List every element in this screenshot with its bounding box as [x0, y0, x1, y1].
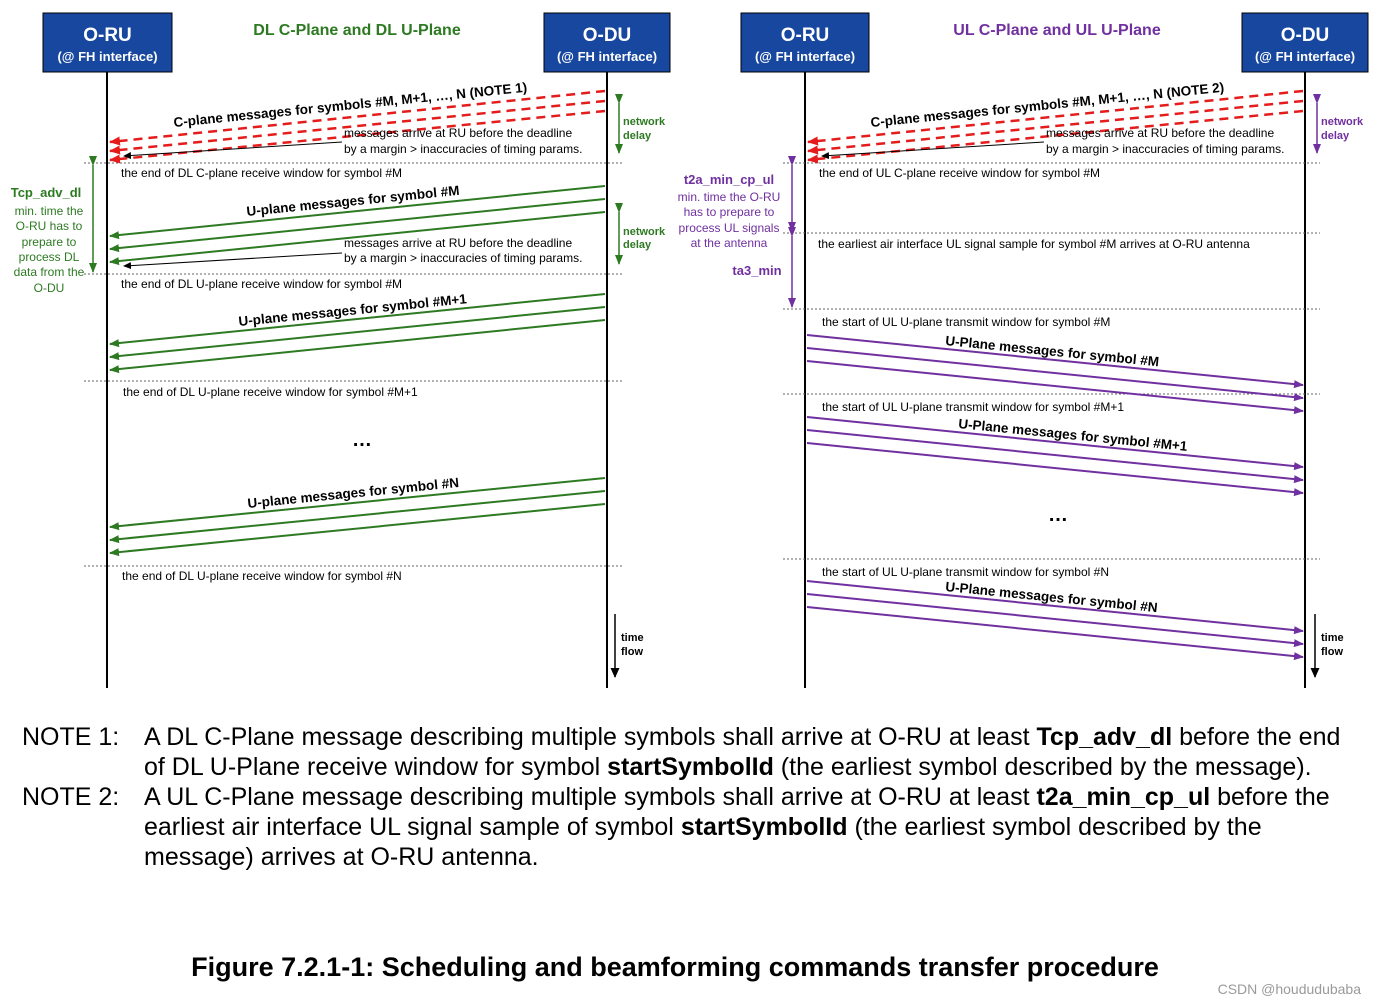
dl-oru-box: [43, 13, 172, 72]
note-2-text: [144, 783, 1330, 871]
dl-uplane-n-arrow: [110, 504, 605, 553]
ul-uplane-n-label: U-Plane messages for symbol #N: [944, 579, 1159, 616]
ul-time-flow-label-line1: time: [1321, 632, 1344, 644]
ul-oru-subtitle: (@ FH interface): [754, 49, 856, 64]
dl-uplane-m1-label: U-plane messages for symbol #M+1: [237, 291, 468, 329]
dl-cplane-label: C-plane messages for symbols #M, M+1, …, N (NOTE 1): [172, 79, 528, 130]
dl-oru-title: O-RU: [83, 25, 132, 46]
dl-ellipsis: …: [352, 429, 372, 451]
dl-network-delay-label-line2: delay: [623, 239, 652, 251]
ul-odu-subtitle: (@ FH interface): [1254, 49, 1356, 64]
dl-tcp-adv-title: Tcp_adv_dl: [10, 185, 82, 200]
ul-uplane-m-label: U-Plane messages for symbol #M: [944, 333, 1160, 370]
dl-arrive-note-line1: messages arrive at RU before the deadline: [344, 126, 573, 140]
dl-uplane-m-label: U-plane messages for symbol #M: [245, 182, 461, 219]
dl-odu-title: O-DU: [582, 25, 632, 46]
dl-arrive-note-line2: by a margin > inaccuracies of timing params.: [344, 251, 583, 265]
ul-time-flow-label-line2: flow: [1321, 646, 1343, 658]
ul-ellipsis: …: [1048, 504, 1068, 526]
ul-uplane-n-arrow: [807, 581, 1303, 631]
dl-uplane-n-label: U-plane messages for symbol #N: [246, 474, 460, 511]
dl-network-delay-label-line1: network: [623, 226, 666, 238]
dl-tcp-adv-desc: process DL: [18, 250, 80, 264]
dl-tcp-adv-desc: min. time the: [14, 204, 84, 218]
dl-odu-subtitle: (@ FH interface): [556, 49, 658, 64]
ul-earliest-sample-label: the earliest air interface UL signal sample for symbol #M arrives at O-RU antenna: [818, 237, 1250, 251]
dl-time-flow-label-line2: flow: [621, 646, 643, 658]
ul-arrive-pointer: [822, 142, 1044, 156]
note-1: [22, 722, 1362, 782]
dl-oru-subtitle: (@ FH interface): [57, 49, 158, 64]
note-2: [22, 782, 1362, 872]
ul-arrive-note-line1: messages arrive at RU before the deadline: [1046, 126, 1275, 140]
note-text-run: A DL C-Plane message describing multiple symbols shall arrive at O-RU at least: [144, 723, 1037, 751]
dl-tcp-adv-desc: prepare to: [21, 235, 77, 249]
ul-oru-title: O-RU: [780, 25, 830, 46]
ul-uplane-m1-arrow: [807, 417, 1303, 467]
ul-start-window-m1: the start of UL U-plane transmit window for symbol #M+1: [822, 400, 1125, 414]
ul-arrive-note-line2: by a margin > inaccuracies of timing params.: [1046, 142, 1285, 156]
note-1-text: [144, 723, 1340, 781]
dl-end-uplane-window-m1: the end of DL U-plane receive window for symbol #M+1: [123, 385, 418, 399]
ul-uplane-n-arrow: [807, 607, 1303, 657]
ul-end-cplane-window: the end of UL C-plane receive window for symbol #M: [819, 166, 1101, 180]
note-2-label: NOTE 2:: [22, 783, 120, 811]
ul-start-window-m: the start of UL U-plane transmit window for symbol #M: [822, 315, 1111, 329]
note-text-run: (the earliest symbol described by the message) arrives at O-RU antenna.: [144, 813, 1262, 871]
figure-caption: Figure 7.2.1-1: Scheduling and beamforming commands transfer procedure: [191, 952, 1159, 982]
ul-uplane-m1-arrow: [807, 443, 1303, 493]
dl-time-flow-label-line1: time: [621, 632, 644, 644]
note-bold-term: t2a_min_cp_ul: [1036, 783, 1211, 811]
dl-tcp-adv-desc: O-RU has to: [15, 219, 83, 233]
ul-panel: [678, 13, 1368, 688]
dl-arrive-note-line2: by a margin > inaccuracies of timing params.: [344, 142, 583, 156]
dl-arrive-pointer: [124, 253, 342, 266]
note-bold-term: startSymbolId: [680, 813, 848, 841]
dl-tcp-adv-desc: O-DU: [33, 281, 65, 295]
note-text-run: A UL C-Plane message describing multiple symbols shall arrive at O-RU at least: [144, 783, 1037, 811]
notes: [22, 722, 1362, 872]
ul-t2a-desc: has to prepare to: [683, 205, 775, 219]
ul-t2a-desc: min. time the O-RU: [677, 190, 781, 204]
dl-network-delay-label-line1: network: [623, 116, 666, 128]
watermark: CSDN @hoududubaba: [1217, 981, 1361, 997]
ul-cplane-label: C-plane messages for symbols #M, M+1, …, N (NOTE 2): [869, 79, 1225, 130]
ul-oru-box: [741, 13, 869, 72]
dl-panel: [11, 13, 670, 688]
dl-panel-title: DL C-Plane and DL U-Plane: [253, 22, 461, 39]
dl-arrive-note-line1: messages arrive at RU before the deadline: [344, 236, 573, 250]
dl-network-delay-label-line2: delay: [623, 130, 652, 142]
ul-panel-title: UL C-Plane and UL U-Plane: [953, 22, 1161, 39]
ul-uplane-m-arrow: [807, 335, 1303, 385]
ul-odu-box: [1242, 13, 1368, 72]
ul-t2a-desc: process UL signals: [678, 221, 780, 235]
dl-end-uplane-window-n: the end of DL U-plane receive window for symbol #N: [122, 569, 402, 583]
note-text-run: before the end of DL U-Plane receive window for symbol: [144, 723, 1341, 781]
dl-end-uplane-window-m: the end of DL U-plane receive window for symbol #M: [121, 277, 403, 291]
note-bold-term: startSymbolId: [607, 753, 774, 781]
dl-tcp-adv-desc: data from the: [13, 265, 85, 279]
ul-start-window-n: the start of UL U-plane transmit window for symbol #N: [822, 565, 1109, 579]
ul-t2a-title: t2a_min_cp_ul: [683, 172, 775, 187]
ul-odu-title: O-DU: [1280, 25, 1330, 46]
ul-network-delay-label-line2: delay: [1321, 130, 1350, 142]
note-text-run: before the earliest air interface UL signal sample of symbol: [144, 783, 1330, 841]
ul-uplane-m1-label: U-Plane messages for symbol #M+1: [957, 416, 1189, 454]
note-bold-term: Tcp_adv_dl: [1036, 723, 1173, 751]
note-1-label: NOTE 1:: [22, 723, 120, 751]
ul-t2a-desc: at the antenna: [690, 236, 768, 250]
note-text-run: (the earliest symbol described by the message).: [773, 753, 1312, 781]
ul-ta3-title: ta3_min: [732, 263, 782, 278]
dl-uplane-m1-arrow: [110, 320, 605, 370]
dl-odu-box: [544, 13, 670, 72]
dl-end-cplane-window: the end of DL C-plane receive window for symbol #M: [121, 166, 403, 180]
dl-arrive-pointer: [124, 142, 342, 156]
ul-network-delay-label-line1: network: [1321, 116, 1364, 128]
